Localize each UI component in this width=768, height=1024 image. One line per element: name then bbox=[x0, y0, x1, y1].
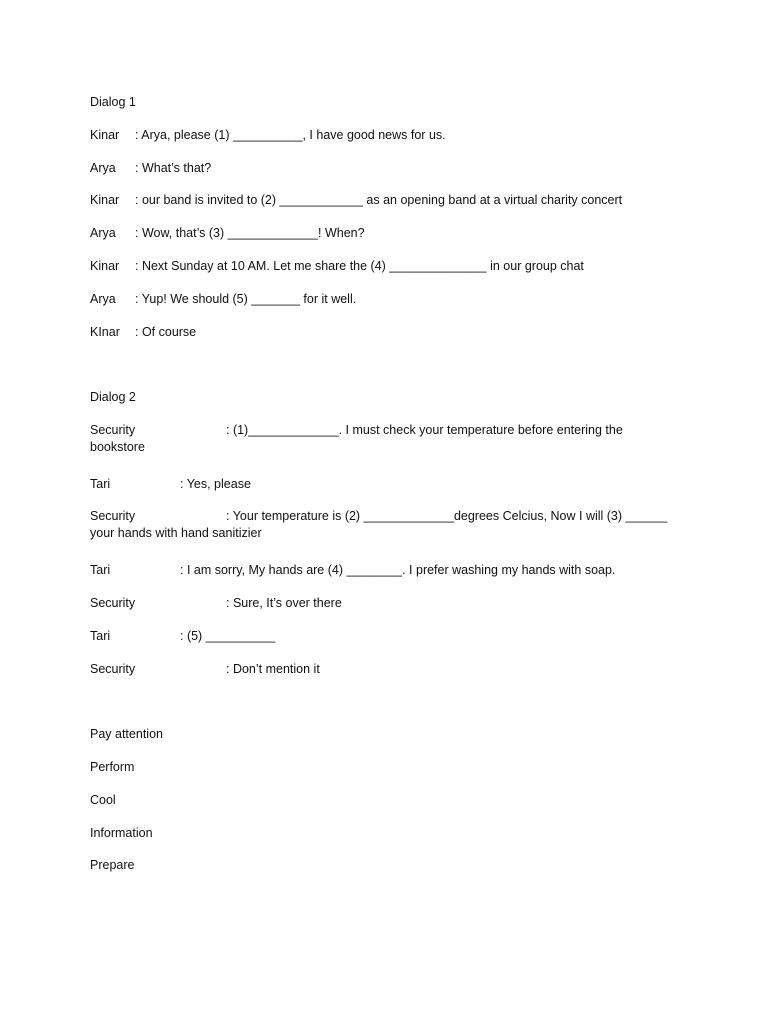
dialog-text: : Your temperature is (2) _____________degrees Celcius, Now I will (3) ______ bbox=[226, 509, 668, 523]
speaker-name: KInar bbox=[90, 325, 120, 339]
dialog-text: : Sure, It’s over there bbox=[226, 596, 342, 610]
dialog-text: : What’s that? bbox=[135, 161, 212, 175]
speaker-name: Tari bbox=[90, 477, 111, 491]
speaker-name: Kinar bbox=[90, 193, 120, 207]
dialog1-heading: Dialog 1 bbox=[90, 95, 136, 109]
dialog-text: : our band is invited to (2) ____________ as an opening band at a virtual charity concert bbox=[135, 193, 623, 207]
speaker-name: Security bbox=[90, 423, 136, 437]
dialog2-heading: Dialog 2 bbox=[90, 390, 136, 404]
word-bank-item: Pay attention bbox=[90, 727, 163, 741]
dialog-text: : Don’t mention it bbox=[226, 662, 320, 676]
dialog-text: : (1)_____________. I must check your temperature before entering the bbox=[226, 423, 623, 437]
word-bank-item: Perform bbox=[90, 760, 135, 774]
dialog-text: : Wow, that’s (3) _____________! When? bbox=[135, 226, 365, 240]
dialog-text: : Yes, please bbox=[180, 477, 251, 491]
dialog-text: : I am sorry, My hands are (4) ________. I prefer washing my hands with soap. bbox=[180, 563, 616, 577]
speaker-name: Arya bbox=[90, 226, 116, 240]
dialog-text: : Of course bbox=[135, 325, 197, 339]
speaker-name: Security bbox=[90, 509, 136, 523]
dialog-text: : Next Sunday at 10 AM. Let me share the (4) ______________ in our group chat bbox=[135, 259, 584, 273]
speaker-name: Kinar bbox=[90, 128, 120, 142]
dialog-text: : (5) __________ bbox=[180, 629, 276, 643]
dialog-text: : Arya, please (1) __________, I have good news for us. bbox=[135, 128, 446, 142]
dialog2-line-3 bbox=[90, 509, 680, 540]
word-bank-item: Information bbox=[90, 826, 153, 840]
speaker-name: Arya bbox=[90, 292, 116, 306]
speaker-name: Kinar bbox=[90, 259, 120, 273]
dialog-text-continuation: bookstore bbox=[90, 440, 145, 454]
dialog2-line-1 bbox=[90, 423, 680, 454]
dialog-text-continuation: your hands with hand sanitizier bbox=[90, 526, 262, 540]
speaker-name: Security bbox=[90, 596, 136, 610]
word-bank-item: Prepare bbox=[90, 858, 135, 872]
speaker-name: Security bbox=[90, 662, 136, 676]
speaker-name: Arya bbox=[90, 161, 116, 175]
word-bank-item: Cool bbox=[90, 793, 116, 807]
speaker-name: Tari bbox=[90, 563, 111, 577]
speaker-name: Tari bbox=[90, 629, 111, 643]
dialog-text: : Yup! We should (5) _______ for it well. bbox=[135, 292, 357, 306]
